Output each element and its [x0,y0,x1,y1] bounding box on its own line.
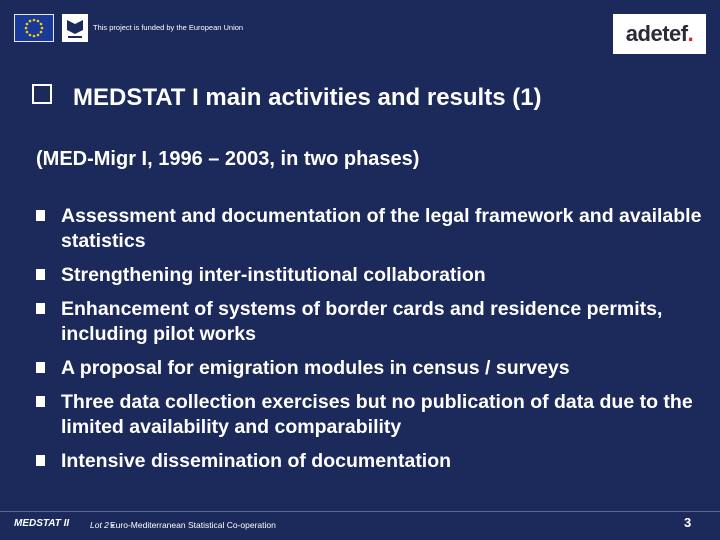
footer-lot: Lot 2 ▪ [90,520,115,530]
footer-program: MEDSTAT II [14,518,70,529]
adetef-logo-dot: . [687,21,694,46]
bullet-text: Intensive dissemination of documentation [61,450,452,472]
footer-text: Euro-Mediterranean Statistical Co-operation [110,520,276,530]
bullet-text: Three data collection exercises but no publication of data due to the limited availability and comparability [61,391,693,438]
bullet-list [36,204,711,483]
bullet-square-icon [36,303,45,314]
bullet-square-icon [36,455,45,466]
bullet-square-icon [36,269,45,280]
bullet-item [36,356,711,381]
slide-title: MEDSTAT I main activities and results (1) [73,84,542,111]
bullet-square-icon [36,362,45,373]
page-number: 3 [684,515,692,530]
eu-flag-icon [14,14,54,42]
medstat-logo-icon [62,14,88,42]
bullet-item [36,297,711,347]
bullet-item [36,263,711,288]
bullet-square-icon [36,210,45,221]
bullet-text: Strengthening inter-institutional collaboration [61,264,486,286]
adetef-logo-text: adetef [625,21,688,46]
bullet-square-icon [36,396,45,407]
bullet-item [36,390,711,440]
adetef-logo [613,14,706,54]
bullet-item [36,449,711,474]
funding-notice: This project is funded by the European Union [93,23,244,32]
bullet-text: Enhancement of systems of border cards and residence permits, including pilot works [61,298,663,345]
title-checkbox-icon [32,84,52,104]
bullet-text: A proposal for emigration modules in census / surveys [61,357,570,379]
footer-divider [0,511,720,512]
bullet-text: Assessment and documentation of the legal framework and available statistics [61,205,702,252]
slide-subtitle: (MED-Migr I, 1996 – 2003, in two phases) [36,148,420,170]
bullet-item [36,204,711,254]
